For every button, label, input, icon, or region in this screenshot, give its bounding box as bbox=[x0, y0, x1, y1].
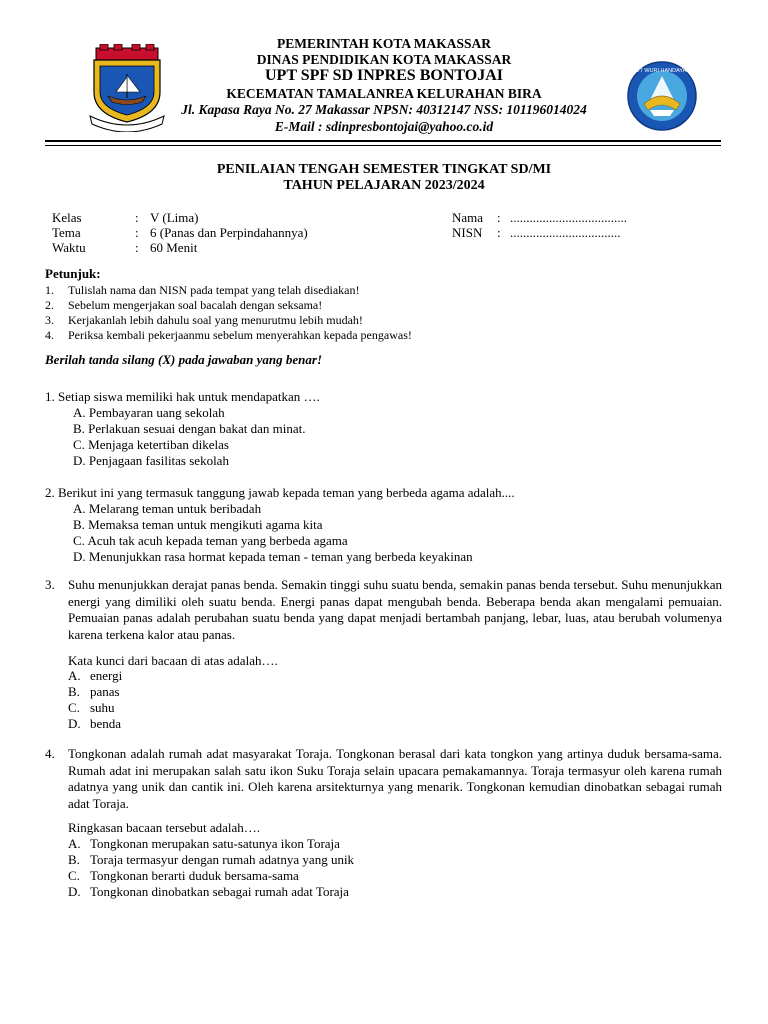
instructions-heading: Petunjuk: bbox=[45, 266, 101, 281]
question-number: 3. bbox=[45, 577, 55, 592]
answer-option[interactable]: A. Pembayaran uang sekolah bbox=[73, 405, 225, 420]
exam-year: TAHUN PELAJARAN 2023/2024 bbox=[283, 178, 485, 193]
kelas-colon: : bbox=[135, 210, 139, 225]
header-line-email: E-Mail : sdinpresbontojai@yahoo.co.id bbox=[274, 119, 494, 134]
logo-text: TUT WURI HANDAYANI bbox=[632, 68, 692, 74]
instruction-num: 2. bbox=[45, 298, 54, 312]
nisn-label: NISN bbox=[452, 225, 483, 240]
answer-option[interactable]: benda bbox=[90, 716, 122, 731]
answer-option[interactable]: C. Menjaga ketertiban dikelas bbox=[73, 437, 229, 452]
instruction-text: Kerjakanlah lebih dahulu soal yang menurutmu lebih mudah! bbox=[68, 313, 363, 327]
reading-passage: Suhu menunjukkan derajat panas benda. Semakin tinggi suhu suatu benda, semakin panas benda tersebut. Suhu menunjukkan energi yang dimiliki oleh suatu benda. Energi panas dapat mengubah benda. Beberapa benda akan mengalami pemuaian. Pemuaian panas adalah perubahan suatu benda yang dapat menjadi bertambah panjang, lebar, luas, atau berubah volumenya karena terkena kalor atau panas. bbox=[68, 577, 722, 642]
instruction-text: Tulislah nama dan NISN pada tempat yang telah disediakan! bbox=[68, 283, 360, 297]
nisn-field[interactable]: .................................. bbox=[510, 225, 621, 240]
header-rule-thin bbox=[45, 145, 721, 146]
question-prompt: Ringkasan bacaan tersebut adalah…. bbox=[68, 820, 261, 835]
answer-option[interactable]: suhu bbox=[90, 700, 115, 715]
instruction-num: 3. bbox=[45, 313, 54, 327]
answer-option[interactable]: Tongkonan dinobatkan sebagai rumah adat Toraja bbox=[90, 884, 349, 899]
tema-value: 6 (Panas dan Perpindahannya) bbox=[150, 225, 308, 240]
option-letter[interactable]: C. bbox=[68, 868, 80, 883]
answer-option[interactable]: panas bbox=[90, 684, 120, 699]
instruction-num: 4. bbox=[45, 328, 54, 342]
header-line-department: DINAS PENDIDIKAN KOTA MAKASSAR bbox=[256, 52, 512, 67]
instruction-text: Periksa kembali pekerjaanmu sebelum menyerahkan kepada pengawas! bbox=[68, 328, 412, 342]
question-number: 4. bbox=[45, 746, 55, 761]
tema-colon: : bbox=[135, 225, 139, 240]
exam-title: PENILAIAN TENGAH SEMESTER TINGKAT SD/MI bbox=[216, 162, 552, 177]
header-line-government: PEMERINTAH KOTA MAKASSAR bbox=[276, 36, 492, 51]
nama-field[interactable]: .................................... bbox=[510, 210, 627, 225]
reading-passage: Tongkonan adalah rumah adat masyarakat Toraja. Tongkonan berasal dari kata tongkon yang artinya duduk bersama-sama. Rumah adat ini merupakan salah satu ikon Suku Toraja selain upacara pemakamannya. Toraja termasyur oleh karena rumah adatnya yang unik dan cantik ini. Oleh karena arsitekturnya yang menarik. Tongkonan kemudian dinobatkan sebagai rumah adat Toraja. bbox=[68, 746, 722, 811]
answer-option[interactable]: Tongkonan merupakan satu-satunya ikon Toraja bbox=[90, 836, 340, 851]
kelas-value: V (Lima) bbox=[150, 210, 199, 225]
instruction-num: 1. bbox=[45, 283, 54, 297]
answer-option[interactable]: D. Menunjukkan rasa hormat kepada teman - teman yang berbeda keyakinan bbox=[73, 549, 473, 564]
waktu-value: 60 Menit bbox=[150, 240, 198, 255]
waktu-colon: : bbox=[135, 240, 139, 255]
option-letter[interactable]: B. bbox=[68, 684, 80, 699]
answer-option[interactable]: A. Melarang teman untuk beribadah bbox=[73, 501, 262, 516]
option-letter[interactable]: D. bbox=[68, 884, 81, 899]
header-line-school: UPT SPF SD INPRES BONTOJAI bbox=[265, 67, 503, 84]
answer-directive: Berilah tanda silang (X) pada jawaban yang benar! bbox=[45, 352, 323, 367]
header-line-district: KECEMATAN TAMALANREA KELURAHAN BIRA bbox=[226, 86, 542, 101]
option-letter[interactable]: A. bbox=[68, 668, 81, 683]
option-letter[interactable]: C. bbox=[68, 700, 80, 715]
header-line-address: Jl. Kapasa Raya No. 27 Makassar NPSN: 40312147 NSS: 101196014024 bbox=[181, 102, 587, 117]
option-letter[interactable]: A. bbox=[68, 836, 81, 851]
option-letter[interactable]: B. bbox=[68, 852, 80, 867]
answer-option[interactable]: B. Memaksa teman untuk mengikuti agama kita bbox=[73, 517, 323, 532]
tema-label: Tema bbox=[52, 225, 81, 240]
option-letter[interactable]: D. bbox=[68, 716, 81, 731]
nisn-colon: : bbox=[497, 225, 501, 240]
question-stem: 2. Berikut ini yang termasuk tanggung jawab kepada teman yang berbeda agama adalah.... bbox=[45, 485, 515, 500]
nama-colon: : bbox=[497, 210, 501, 225]
answer-option[interactable]: B. Perlakuan sesuai dengan bakat dan minat. bbox=[73, 421, 306, 436]
waktu-label: Waktu bbox=[52, 240, 86, 255]
question-prompt: Kata kunci dari bacaan di atas adalah…. bbox=[68, 653, 278, 668]
answer-option[interactable]: Toraja termasyur dengan rumah adatnya yang unik bbox=[90, 852, 355, 867]
answer-option[interactable]: C. Acuh tak acuh kepada teman yang berbeda agama bbox=[73, 533, 348, 548]
kelas-label: Kelas bbox=[52, 210, 82, 225]
answer-option[interactable]: energi bbox=[90, 668, 123, 683]
answer-option[interactable]: Tongkonan berarti duduk bersama-sama bbox=[90, 868, 299, 883]
header-rule-thick bbox=[45, 140, 721, 142]
question-stem: 1. Setiap siswa memiliki hak untuk mendapatkan …. bbox=[45, 389, 320, 404]
answer-option[interactable]: D. Penjagaan fasilitas sekolah bbox=[73, 453, 229, 468]
nama-label: Nama bbox=[452, 210, 484, 225]
instruction-text: Sebelum mengerjakan soal bacalah dengan seksama! bbox=[68, 298, 323, 312]
